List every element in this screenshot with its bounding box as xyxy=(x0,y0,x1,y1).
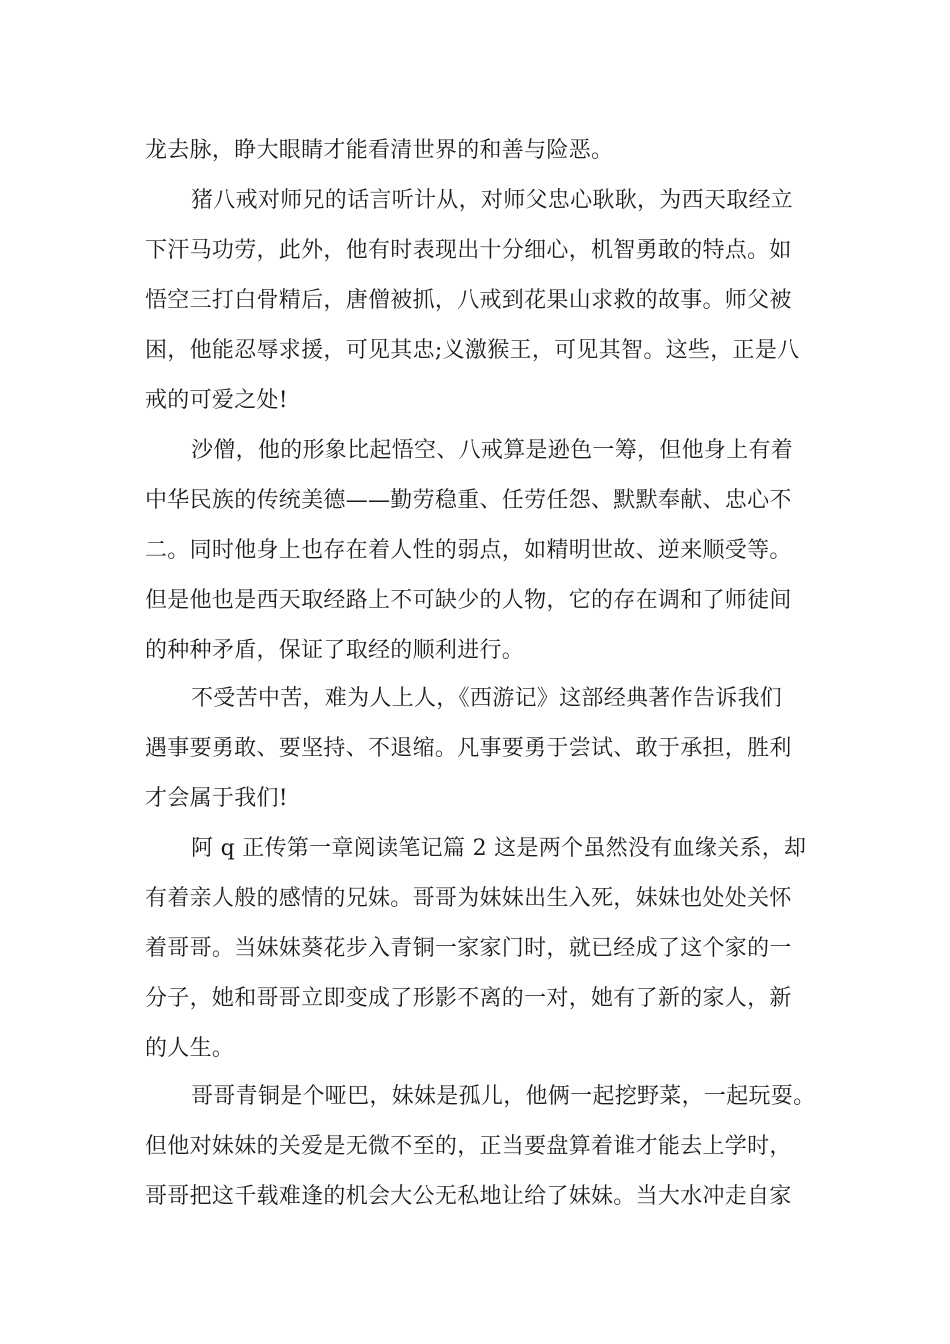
text-line: 分子，她和哥哥立即变成了形影不离的一对，她有了新的家人，新 xyxy=(145,986,792,1011)
text-line: 遇事要勇敢、要坚持、不退缩。凡事要勇于尝试、敢于承担，胜利 xyxy=(145,736,792,761)
text-line: 龙去脉，睁大眼睛才能看清世界的和善与险恶。 xyxy=(145,138,614,163)
text-line: 才会属于我们! xyxy=(145,786,288,811)
text-line: 阿 q 正传第一章阅读笔记篇 2 这是两个虽然没有血缘关系，却 xyxy=(191,836,807,861)
text-line: 悟空三打白骨精后，唐僧被抓，八戒到花果山求救的故事。师父被 xyxy=(145,288,792,313)
text-line: 不受苦中苦，难为人上人，《西游记》这部经典著作告诉我们 xyxy=(191,686,783,711)
text-line: 但是他也是西天取经路上不可缺少的人物，它的存在调和了师徒间 xyxy=(145,588,792,613)
text-line: 的人生。 xyxy=(145,1036,235,1061)
text-line: 沙僧，他的形象比起悟空、八戒算是逊色一筹，但他身上有着 xyxy=(191,438,794,463)
text-line: 猪八戒对师兄的话言听计从，对师父忠心耿耿，为西天取经立 xyxy=(191,188,794,213)
text-line: 但他对妹妹的关爱是无微不至的，正当要盘算着谁才能去上学时， xyxy=(145,1134,792,1159)
text-line: 的种种矛盾，保证了取经的顺利进行。 xyxy=(145,638,525,663)
text-line: 戒的可爱之处! xyxy=(145,388,288,413)
text-line: 哥哥青铜是个哑巴，妹妹是孤儿，他俩一起挖野菜，一起玩耍。 xyxy=(191,1084,816,1109)
text-line: 哥哥把这千载难逢的机会大公无私地让给了妹妹。当大水冲走自家 xyxy=(145,1184,792,1209)
text-line: 着哥哥。当妹妹葵花步入青铜一家家门时，就已经成了这个家的一 xyxy=(145,936,792,961)
text-line: 中华民族的传统美德——勤劳稳重、任劳任怨、默默奉献、忠心不 xyxy=(145,488,792,513)
text-line: 困，他能忍辱求援，可见其忠;义激猴王，可见其智。这些，正是八 xyxy=(145,338,800,363)
text-line: 二。同时他身上也存在着人性的弱点，如精明世故、逆来顺受等。 xyxy=(145,538,792,563)
text-line: 下汗马功劳，此外，他有时表现出十分细心，机智勇敢的特点。如 xyxy=(145,238,792,263)
text-line: 有着亲人般的感情的兄妹。哥哥为妹妹出生入死，妹妹也处处关怀 xyxy=(145,886,792,911)
